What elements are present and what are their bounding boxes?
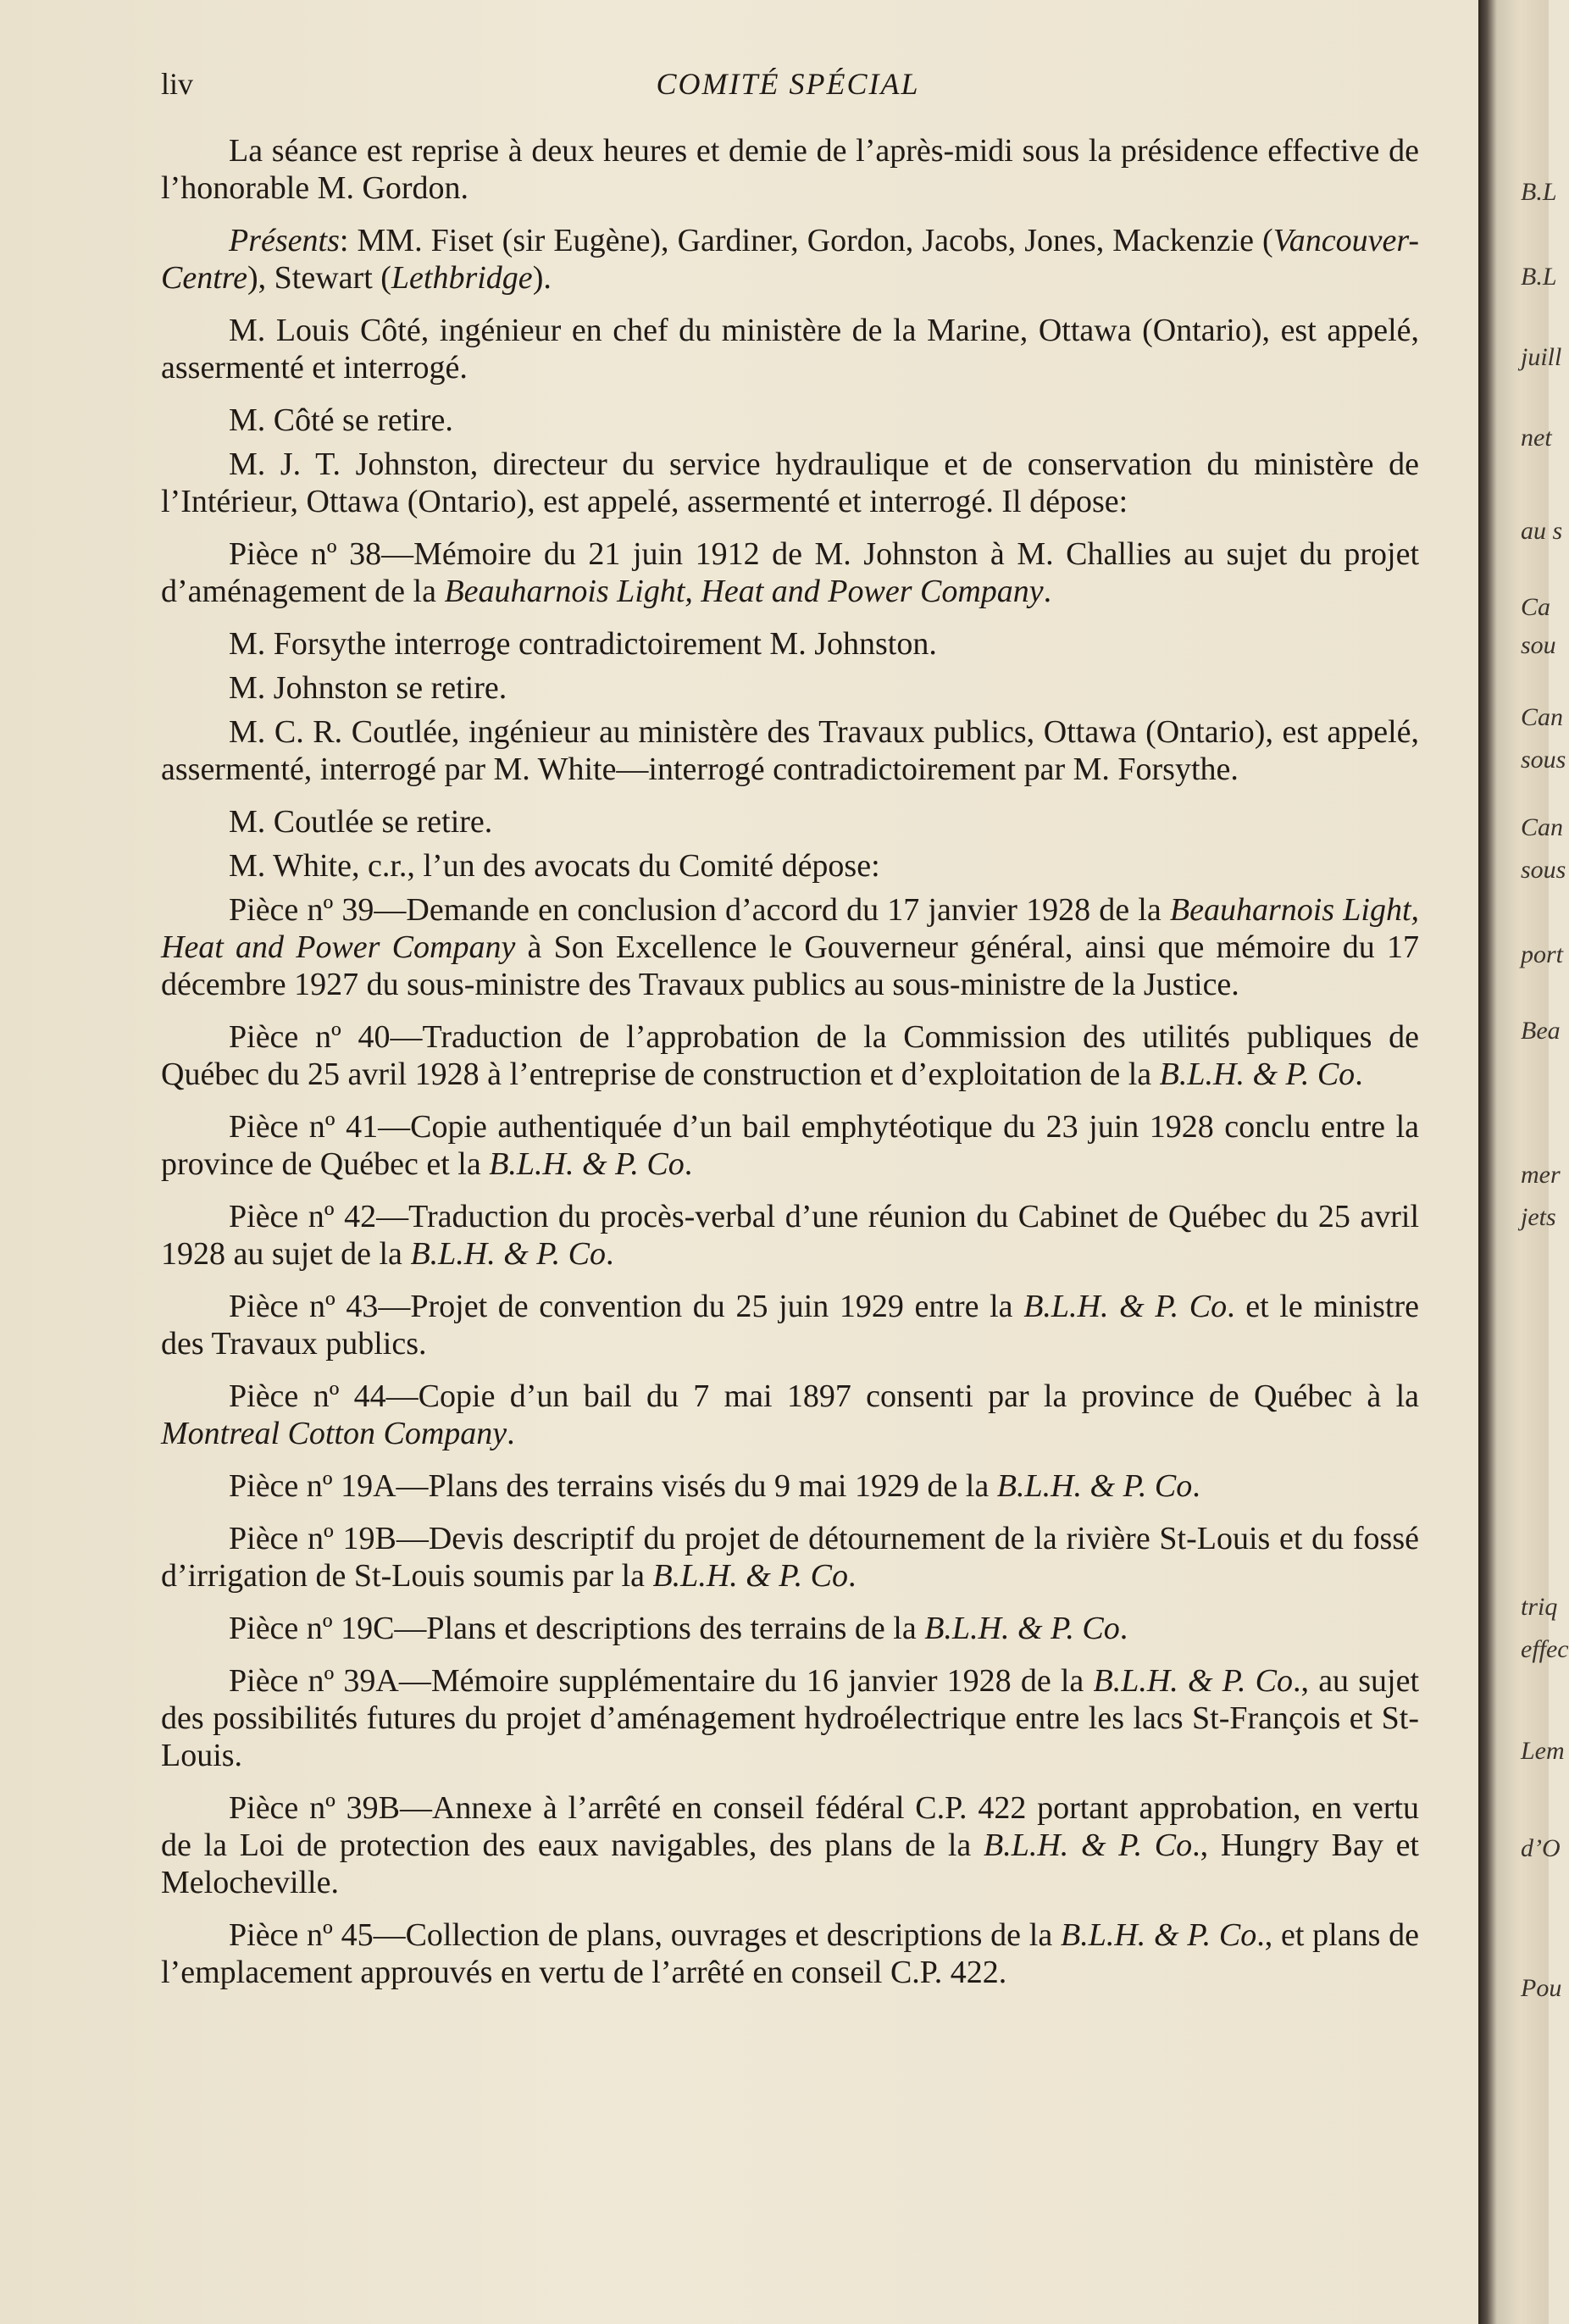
paragraph-text: ), Stewart (	[247, 260, 391, 296]
paragraph-text: ., au sujet des possibilités futures du projet d’aménagement hydroélectrique entre les lacs St-François et St-Louis.	[161, 1663, 1419, 1773]
paragraph-text: . et le ministre des Travaux publics.	[161, 1289, 1419, 1362]
paragraph-text: M. Johnston se retire.	[229, 670, 507, 706]
paragraph-text: à Son Excellence le Gouverneur général, ainsi que mémoire du 17 décembre 1927 du sous-ministre des Travaux publics au sous-ministre de la Justice.	[161, 929, 1419, 1002]
paragraph	[161, 132, 1419, 207]
italic-text: Vancouver-Centre	[161, 223, 1419, 296]
paragraph-text: Pièce nº 43—Projet de convention du 25 juin 1929 entre la	[229, 1289, 1024, 1324]
paragraph-text: .	[605, 1236, 614, 1272]
paragraph	[161, 1018, 1419, 1093]
paragraph-text: M. Forsythe interroge contradictoirement M. Johnston.	[229, 626, 937, 662]
paragraph	[161, 222, 1419, 297]
paragraph-text: .	[1192, 1468, 1200, 1504]
paragraph-text: Pièce nº 39A—Mémoire supplémentaire du 16 janvier 1928 de la	[229, 1663, 1094, 1699]
paragraph-text: Pièce nº 19B—Devis descriptif du projet de détournement de la rivière St-Louis et du fossé d’irrigation de St-Louis soumis par la	[161, 1521, 1419, 1594]
paragraph	[161, 803, 1419, 840]
running-head: COMITÉ SPÉCIAL	[656, 67, 920, 101]
paragraph-text: ).	[532, 260, 552, 296]
paragraph	[161, 1467, 1419, 1505]
margin-fragment: sou	[1521, 631, 1556, 659]
italic-text: B.L.H. & P. Co	[996, 1468, 1193, 1504]
paragraph	[161, 402, 1419, 439]
margin-fragment: Can	[1521, 813, 1564, 841]
paragraph	[161, 1288, 1419, 1362]
paragraph-text: La séance est reprise à deux heures et demie de l’après-midi sous la présidence effective de l’honorable M. Gordon.	[161, 133, 1419, 206]
margin-fragment: jets	[1521, 1203, 1556, 1231]
paragraph-text: .	[1119, 1611, 1128, 1646]
paragraph-text: .	[1355, 1057, 1363, 1092]
margin-fragment: B.L	[1521, 178, 1557, 206]
paragraph-text: Pièce nº 38—Mémoire du 21 juin 1912 de M. Johnston à M. Challies au sujet du projet d’aménagement de la	[161, 536, 1419, 609]
paragraph-text: Pièce nº 19C—Plans et descriptions des terrains de la	[229, 1611, 925, 1646]
paragraph	[161, 312, 1419, 386]
paragraph-text: Pièce nº 41—Copie authentiquée d’un bail emphytéotique du 23 juin 1928 conclu entre la province de Québec et la	[161, 1109, 1419, 1182]
paragraph	[161, 625, 1419, 663]
italic-text: B.L.H. & P. Co	[489, 1146, 685, 1182]
margin-fragment: triq	[1521, 1593, 1558, 1621]
paragraph-text: Pièce nº 44—Copie d’un bail du 7 mai 1897 consenti par la province de Québec à la	[229, 1378, 1419, 1414]
margin-fragment: Ca	[1521, 593, 1551, 621]
margin-fragment: net	[1521, 424, 1552, 452]
italic-text: Beauharnois Light, Heat and Power Company	[161, 892, 1420, 965]
paragraph	[161, 891, 1419, 1003]
margin-fragment: Can	[1521, 703, 1564, 731]
margin-fragment: mer	[1521, 1161, 1561, 1189]
paragraph-text: M. J. T. Johnston, directeur du service hydraulique et de conservation du ministère de l’Intérieur, Ottawa (Ontario), est appelé, assermenté et interrogé. Il dépose:	[161, 446, 1419, 519]
paragraph	[161, 1610, 1419, 1647]
italic-text: B.L.H. & P. Co	[1159, 1057, 1356, 1092]
margin-fragment: B.L	[1521, 263, 1557, 291]
paragraph-text: M. Côté se retire.	[229, 402, 453, 438]
margin-fragment: sous	[1521, 856, 1566, 884]
paragraph-text: Pièce nº 42—Traduction du procès-verbal d’une réunion du Cabinet de Québec du 25 avril 1928 au sujet de la	[161, 1199, 1419, 1272]
paragraph-text: ., Hungry Bay et Melocheville.	[161, 1828, 1419, 1900]
italic-text: B.L.H. & P. Co	[924, 1611, 1120, 1646]
margin-fragment: au s	[1521, 517, 1563, 545]
page-number: liv	[161, 67, 194, 101]
paragraph-text: M. Coutlée se retire.	[229, 804, 493, 840]
paragraph	[161, 1789, 1419, 1901]
margin-fragment: Bea	[1521, 1017, 1561, 1045]
margin-fragment: juill	[1521, 343, 1562, 371]
paragraph-text: : MM. Fiset (sir Eugène), Gardiner, Gordon, Jacobs, Jones, Mackenzie (	[339, 223, 1273, 258]
italic-text: B.L.H. & P. Co	[652, 1558, 848, 1594]
paragraph	[161, 1520, 1419, 1595]
paragraph-text: .	[507, 1416, 515, 1451]
margin-fragment: port	[1521, 940, 1564, 968]
paragraph-text: Pièce nº 45—Collection de plans, ouvrages et descriptions de la	[229, 1917, 1061, 1953]
italic-text: Lethbridge	[391, 260, 533, 296]
paragraph	[161, 1198, 1419, 1273]
paragraph-text: M. Louis Côté, ingénieur en chef du ministère de la Marine, Ottawa (Ontario), est appelé, assermenté et interrogé.	[161, 313, 1419, 385]
margin-fragment: effec	[1521, 1635, 1569, 1663]
paragraph	[161, 669, 1419, 707]
paragraph	[161, 535, 1419, 610]
margin-fragment: sous	[1521, 746, 1566, 774]
italic-text: B.L.H. & P. Co	[984, 1828, 1193, 1863]
italic-text: B.L.H. & P. Co	[1023, 1289, 1228, 1324]
paragraph-text: M. C. R. Coutlée, ingénieur au ministère des Travaux publics, Ottawa (Ontario), est appelé, assermenté, interrogé par M. White—interrogé contradictoirement par M. Forsythe.	[161, 714, 1419, 787]
italic-text: Présents	[229, 223, 340, 258]
margin-fragment: Pou	[1521, 1974, 1562, 2002]
paragraph	[161, 1378, 1419, 1452]
margin-fragment: Lem	[1521, 1737, 1565, 1765]
italic-text: B.L.H. & P. Co	[1060, 1917, 1257, 1953]
paragraph-text: Pièce nº 19A—Plans des terrains visés du 9 mai 1929 de la	[229, 1468, 997, 1504]
facing-page-margin	[1478, 0, 1569, 2324]
paragraph-text: Pièce nº 39—Demande en conclusion d’accord du 17 janvier 1928 de la	[229, 892, 1170, 928]
paragraph-text: Pièce nº 39B—Annexe à l’arrêté en conseil fédéral C.P. 422 portant approbation, en vertu de la Loi de protection des eaux navigables, des plans de la	[161, 1790, 1419, 1863]
paragraph	[161, 847, 1419, 885]
paragraph	[161, 1916, 1419, 1991]
paragraph	[161, 713, 1419, 788]
paragraph	[161, 1662, 1419, 1774]
paragraph	[161, 446, 1419, 520]
margin-fragment: d’O	[1521, 1834, 1561, 1862]
paragraph-text: M. White, c.r., l’un des avocats du Comité dépose:	[229, 848, 880, 884]
italic-text: B.L.H. & P. Co	[1093, 1663, 1294, 1699]
paragraph-text: ., et plans de l’emplacement approuvés en vertu de l’arrêté en conseil C.P. 422.	[161, 1917, 1419, 1990]
paragraph-text: .	[847, 1558, 857, 1594]
italic-text: B.L.H. & P. Co	[410, 1236, 606, 1272]
paragraph-text: Pièce nº 40—Traduction de l’approbation de la Commission des utilités publiques de Québec du 25 avril 1928 à l’entreprise de construction et d’exploitation de la	[161, 1019, 1419, 1092]
italic-text: Montreal Cotton Company	[161, 1416, 507, 1451]
paragraph	[161, 1108, 1419, 1183]
body-text	[161, 132, 1419, 2006]
page-header	[161, 66, 1415, 108]
italic-text: Beauharnois Light, Heat and Power Company	[444, 574, 1044, 609]
paragraph-text: .	[684, 1146, 693, 1182]
paragraph-text: .	[1043, 574, 1052, 609]
